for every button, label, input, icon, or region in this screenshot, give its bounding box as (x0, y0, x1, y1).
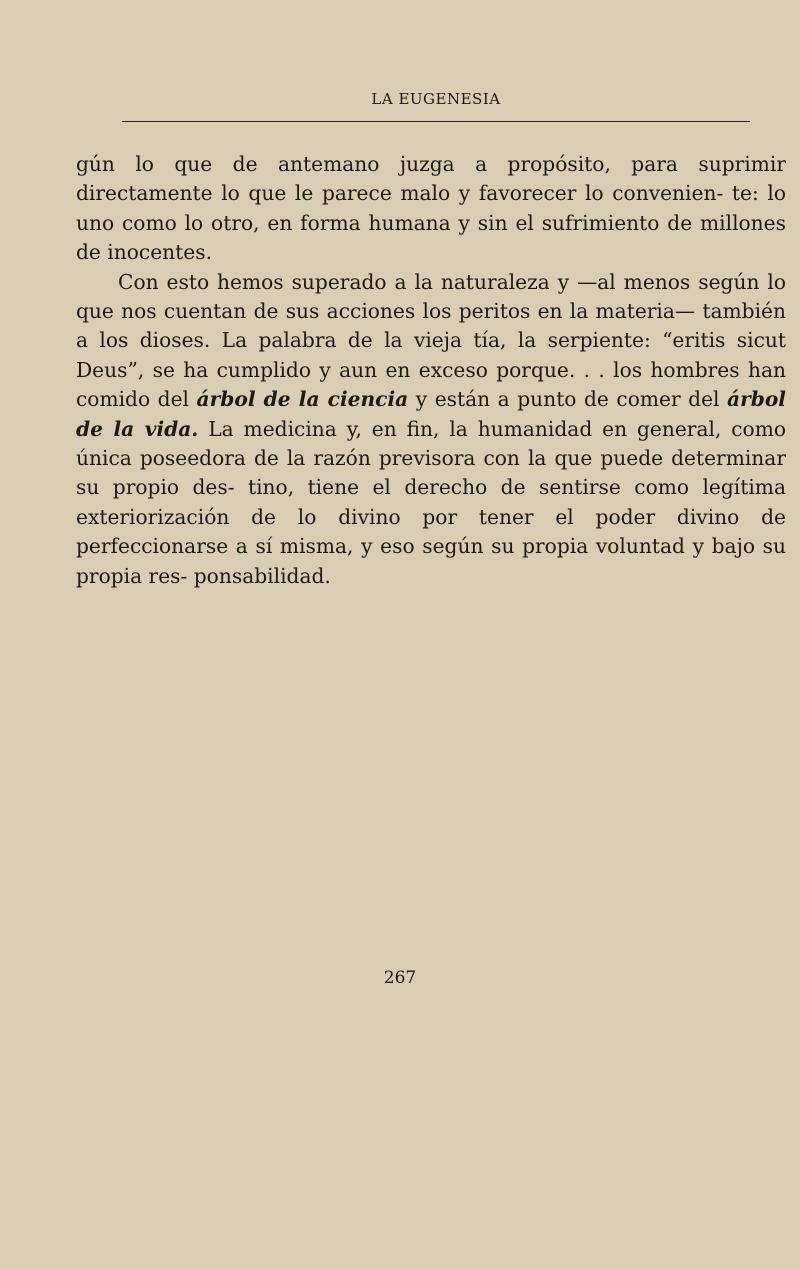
paragraph-text-part: Con esto hemos superado a la naturaleza y —al menos según lo que nos cuentan de sus acciones los peritos en la materia— también a los dioses. La palabra de la vieja tía, la serpiente: “eritis sicut Deus”, se ha cumplido y aun en exceso porque. . . los hombres han comido del (76, 269, 786, 412)
paragraph-continuation: gún lo que de antemano juzga a propósito, para suprimir directamente lo que le parece malo y favorecer lo convenien- te: lo uno como lo otro, en forma humana y sin el sufrimiento de millones de inocentes. (76, 152, 786, 265)
running-head-title: LA EUGENESIA (371, 90, 501, 108)
paragraph-text-part: y están a punto de comer del (408, 387, 728, 412)
paragraph-text-part: La medicina y, en fin, la humanidad en general, como única poseedora de la razón previsora con la que puede determinar su propio des- tino, tiene el derecho de sentirse como legítima exteriorización de lo divino por tener el poder divino de perfeccionarse a sí misma, y eso según su propia voluntad y bajo su propia res- ponsabilidad. (76, 416, 787, 588)
body-text (76, 150, 786, 591)
italic-phrase: árbol de la ciencia (196, 387, 409, 412)
italic-phrase: árbol de la vida. (76, 387, 786, 441)
header-rule (122, 121, 750, 122)
paragraph (76, 268, 786, 591)
page-number: 267 (383, 968, 417, 988)
